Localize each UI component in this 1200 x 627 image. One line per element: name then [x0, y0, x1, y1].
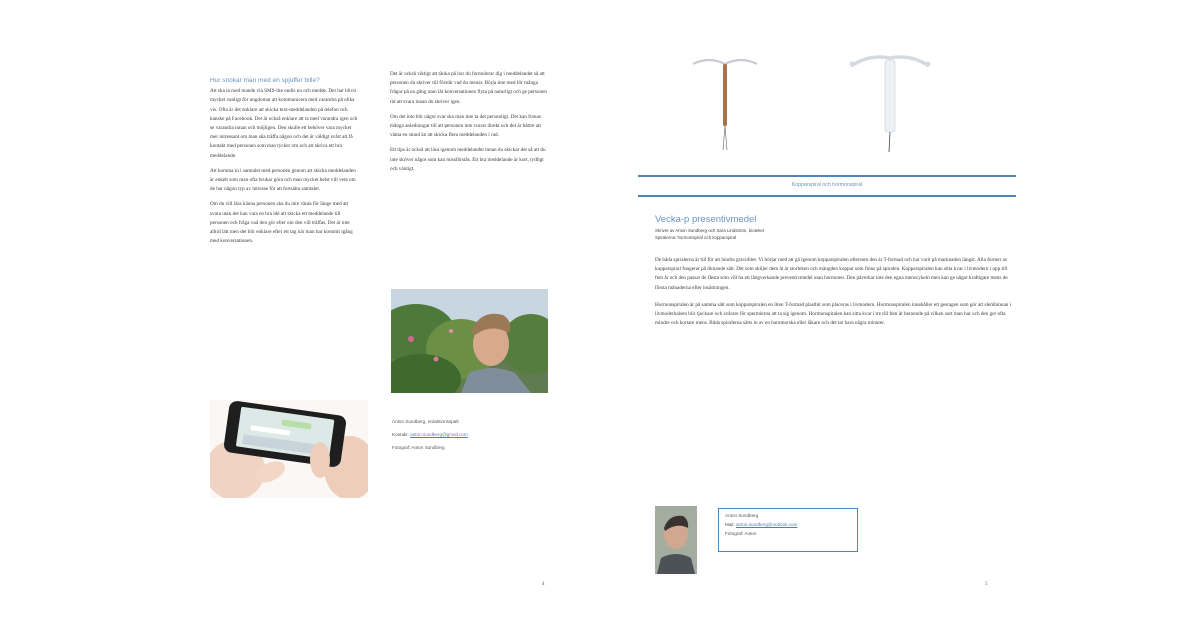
caption-contact: [392, 431, 552, 439]
paragraph: Hormonspiralen är på samma sätt som kopparspiralen en liten T-formad plastbit som placeras i livmodern. Hormonspiralen innehåller ett gestagen som gör att slemhinnan i livmoderhalsen blir tjockare och svårare för spermierna att ta sig igenom. Hormonspiralen kan sitta kvar i tre till fem år beroende på vilken sort man har och den ger ofta mindre och kortare mens. Båda spiralerna sätts in av en barnmorska eller läkare och det tar bara några minuter.: [655, 301, 1012, 327]
paragraph: Om du vill lära känna personen ska du inte vänta för länge med att svara utan det kan vara en bra idé att skicka ett meddelande till personen och fråga vad den gör eller om den vill träffas. Det är inte alltid lätt men det blir enklare efter ett tag när man har kommit igång med konversationen.: [210, 201, 353, 245]
author-mail-label: Mail:: [725, 522, 735, 527]
paragraph: Att ska ta med mande via SMS-lite ondis nu och medde. Det har blivit mycket vanligt för ungdomar att kommunicera med varandra på olika vis. Ofta är det enklare att skicka text-meddelanden på telefon och kanske på Facebook. Det är också enklare att ta med varandra igen och se varandra innan och möjligen. Den skulle ett behöver vara mycket mer intressant om man ska träffa någon och det är väldigt svårt att få kontakt med personen som man tycker om och att skriva ett bra meddelande.: [210, 88, 358, 159]
phone-hands-image: [210, 400, 368, 498]
paragraph: Att komma in i samtalet med personen genom att skicka meddelanden är enkelt som man ofta brukar göra och man mycket helst vill veta om de har någon typ av intresse för att fortsätta samtalet.: [210, 167, 356, 193]
caption-author: Anton Sundberg, redaktionsspalt: [392, 419, 459, 424]
article-header: [655, 214, 1015, 241]
article-title: Vecka-p presentivmedel: [655, 214, 757, 225]
right-column: [390, 70, 548, 180]
author-photo: [655, 506, 697, 574]
left-column: [210, 76, 360, 252]
copper-iud-image: [685, 50, 765, 155]
left-page: [180, 0, 600, 627]
caption-contact-label: Kontakt:: [392, 432, 409, 437]
right-page: [620, 0, 1040, 627]
paragraph: Om det inte blir något svar ska man inte ta det personligt. Det kan finnas många anledningar till att personen inte svarar direkt och det är bättre att vänta en stund än att skicka flera meddelanden i rad.: [390, 113, 541, 139]
article-subtitle: Spiralerna: hormonspiral och kopparspiral: [655, 235, 737, 240]
paragraph: Det är också viktigt att tänka på hur du formulerar dig i meddelandet så att personen du skriver till förstår vad du menar. Börja inte med för många frågor på en gång utan låt konversationen flyta på naturligt och ge personen tid att svara innan du skriver igen.: [390, 71, 548, 105]
article-heading: Hur snokar man med en spjuffer bille?: [210, 77, 320, 84]
section-banner: Kopparspiral och hormonspiral: [791, 182, 863, 188]
banner-line-bottom: [638, 195, 1016, 197]
phone-texting-photo: [210, 400, 368, 498]
paragraph: Ett tips är också att läsa igenom meddelandet innan du skickar det så att du inte skriver något som kan missförstås. Ett bra meddelande är kort, tydligt och vänligt.: [390, 147, 546, 172]
caption-contact-link[interactable]: anton.sundberg@gmail.com: [410, 432, 468, 437]
paragraph: De båda spiralerna är till för att hindra graviditet. Vi börjar med att gå igenom kopparspiralen eftersom den är T-formad och har varit på marknaden längst. Alla former av kopparspiral fungerar på liknande sätt. Det som skiljer dem åt är storleken och mängden koppar som finns på spiralen. Kopparspiralen kan sitta kvar i livmodern i upp till fem år och den passar de flesta som vill ha ett långverkande preventivmedel utan hormoner. Den påverkar inte den egna menscykeln men kan ge något kraftigare mens de första månaderna efter insättningen.: [655, 257, 1008, 291]
article-body: [655, 256, 1013, 334]
page-number: 5: [985, 582, 988, 587]
caption-photographer: Fotograf: Anton Sundberg: [392, 445, 445, 450]
author-photo-credit: Fotograf: Anton: [725, 531, 757, 536]
article-byline: Skrivet av Anton Sundberg och Sara Lindström, bioteket: [655, 228, 765, 233]
boy-portrait-photo: [391, 289, 548, 393]
author-portrait-image: [655, 506, 697, 574]
author-name: Anton Sundberg: [725, 513, 759, 518]
photo-caption: [392, 418, 552, 452]
hormonal-iud-image: [845, 48, 935, 156]
page-number: 4: [542, 582, 545, 587]
boy-outdoor-image: [391, 289, 548, 393]
author-info-box: [718, 508, 858, 552]
author-mail: [725, 520, 851, 529]
banner-line-top: [638, 175, 1016, 177]
author-mail-link[interactable]: anton.sundberg@outlook.com: [735, 522, 798, 527]
